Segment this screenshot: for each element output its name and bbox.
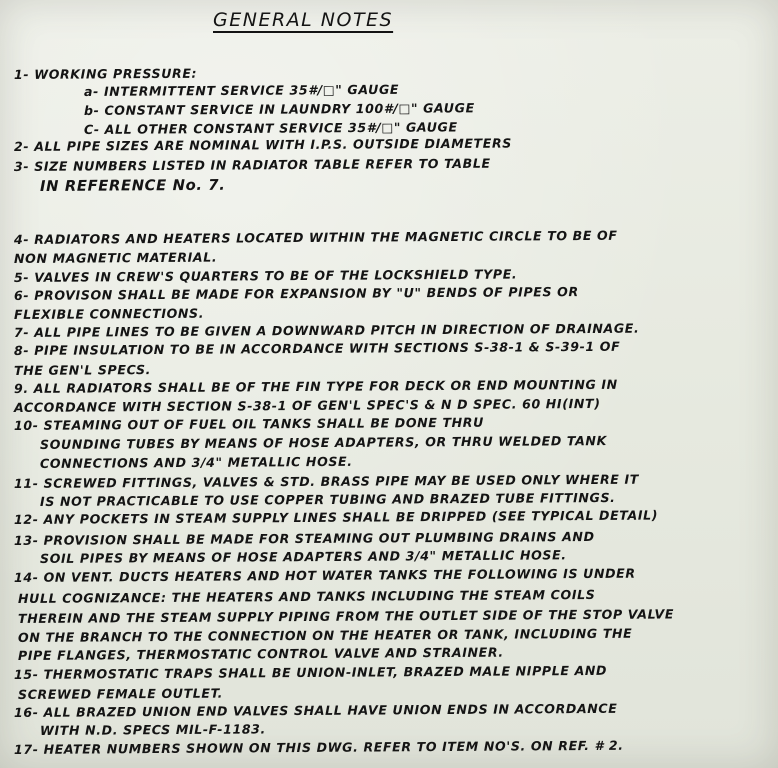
note-9: 9. ALL RADIATORS SHALL BE OF THE FIN TYPE FOR DECK OR END MOUNTING IN xyxy=(13,376,618,396)
note-13-cont: SOIL PIPES BY MEANS OF HOSE ADAPTERS AND 3/4" METALLIC HOSE. xyxy=(39,547,567,566)
note-16: 16- ALL BRAZED UNION END VALVES SHALL HAVE UNION ENDS IN ACCORDANCE xyxy=(13,700,618,720)
note-8-cont: THE GEN'L SPECS. xyxy=(13,362,152,378)
note-5: 5- VALVES IN CREW'S QUARTERS TO BE OF THE LOCKSHIELD TYPE. xyxy=(13,266,518,285)
note-14-cont-2: THEREIN AND THE STEAM SUPPLY PIPING FROM THE OUTLET SIDE OF THE STOP VALVE xyxy=(17,606,675,626)
note-1a: a- INTERMITTENT SERVICE 35#/□" GAUGE xyxy=(83,81,400,99)
note-9-cont: ACCORDANCE WITH SECTION S-38-1 OF GEN'L SPEC'S & N D SPEC. 60 HI(INT) xyxy=(13,395,601,415)
note-15-cont: SCREWED FEMALE OUTLET. xyxy=(17,685,224,702)
note-14: 14- ON VENT. DUCTS HEATERS AND HOT WATER TANKS THE FOLLOWING IS UNDER xyxy=(13,565,636,585)
note-1b: b- CONSTANT SERVICE IN LAUNDRY 100#/□" GAUGE xyxy=(83,100,475,118)
note-13: 13- PROVISION SHALL BE MADE FOR STEAMING OUT PLUMBING DRAINS AND xyxy=(13,528,595,548)
note-11: 11- SCREWED FITTINGS, VALVES & STD. BRASS PIPE MAY BE USED ONLY WHERE IT xyxy=(13,471,639,491)
note-4-cont: NON MAGNETIC MATERIAL. xyxy=(13,249,218,266)
note-1: 1- WORKING PRESSURE: xyxy=(13,65,198,82)
note-10-cont-1: SOUNDING TUBES BY MEANS OF HOSE ADAPTERS, OR THRU WELDED TANK xyxy=(39,433,607,452)
note-6: 6- PROVISON SHALL BE MADE FOR EXPANSION BY "U" BENDS OF PIPES OR xyxy=(13,284,579,303)
note-10-cont-2: CONNECTIONS AND 3/4" METALLIC HOSE. xyxy=(39,453,353,471)
note-11-cont: IS NOT PRACTICABLE TO USE COPPER TUBING AND BRAZED TUBE FITTINGS. xyxy=(39,489,616,509)
note-8: 8- PIPE INSULATION TO BE IN ACCORDANCE WITH SECTIONS S-38-1 & S-39-1 OF xyxy=(13,338,621,358)
note-2: 2- ALL PIPE SIZES ARE NOMINAL WITH I.P.S. OUTSIDE DIAMETERS xyxy=(13,135,512,154)
note-10: 10- STEAMING OUT OF FUEL OIL TANKS SHALL BE DONE THRU xyxy=(13,414,484,433)
note-14-cont-4: PIPE FLANGES, THERMOSTATIC CONTROL VALVE AND STRAINER. xyxy=(17,644,504,663)
page-title: GENERAL NOTES xyxy=(213,9,394,31)
note-4: 4- RADIATORS AND HEATERS LOCATED WITHIN THE MAGNETIC CIRCLE TO BE OF xyxy=(13,227,618,247)
note-14-cont-3: ON THE BRANCH TO THE CONNECTION ON THE HEATER OR TANK, INCLUDING THE xyxy=(17,625,633,645)
note-7: 7- ALL PIPE LINES TO BE GIVEN A DOWNWARD PITCH IN DIRECTION OF DRAINAGE. xyxy=(13,320,640,340)
note-1c: C- ALL OTHER CONSTANT SERVICE 35#/□" GAUGE xyxy=(83,119,458,137)
note-14-cont-1: HULL COGNIZANCE: THE HEATERS AND TANKS INCLUDING THE STEAM COILS xyxy=(17,586,596,606)
note-6-cont: FLEXIBLE CONNECTIONS. xyxy=(13,305,205,322)
note-12: 12- ANY POCKETS IN STEAM SUPPLY LINES SHALL BE DRIPPED (SEE TYPICAL DETAIL) xyxy=(13,507,659,527)
note-17: 17- HEATER NUMBERS SHOWN ON THIS DWG. REFER TO ITEM NO'S. ON REF. # 2. xyxy=(13,737,624,757)
note-3-cont: IN REFERENCE No. 7. xyxy=(39,176,226,195)
note-3: 3- SIZE NUMBERS LISTED IN RADIATOR TABLE REFER TO TABLE xyxy=(13,155,491,174)
note-16-cont: WITH N.D. SPECS MIL-F-1183. xyxy=(39,721,266,738)
note-15: 15- THERMOSTATIC TRAPS SHALL BE UNION-INLET, BRAZED MALE NIPPLE AND xyxy=(13,662,608,682)
